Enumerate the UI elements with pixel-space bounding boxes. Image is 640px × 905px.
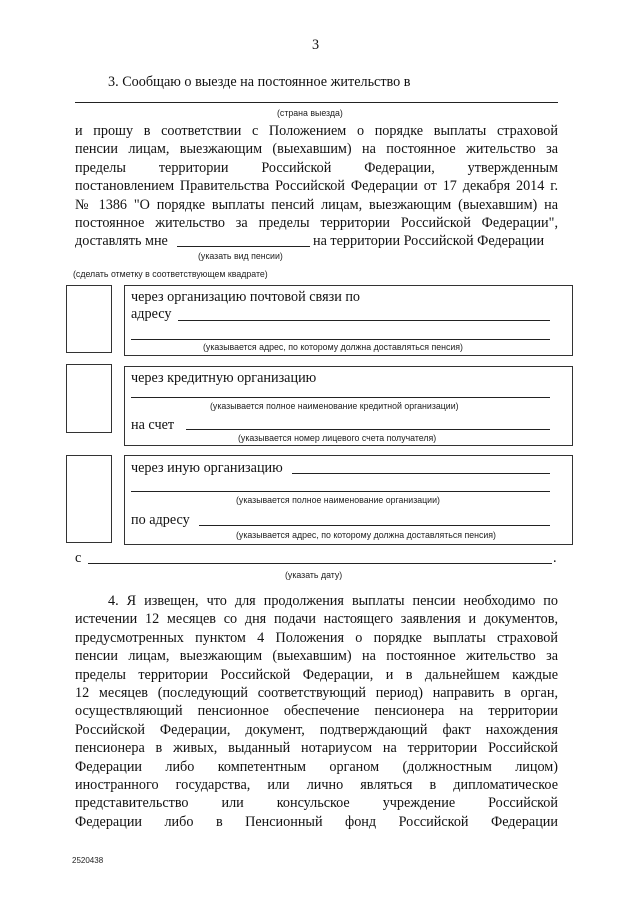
deliver-prefix: доставлять мне [75,233,168,249]
date-hint: (указать дату) [285,570,343,580]
section4-line: пенсионера в живых, выданный нотариусом на территории Российской [75,740,558,757]
other-name-input-line-2[interactable] [131,491,550,492]
section4-body [75,592,558,831]
post-address-input-line-2[interactable] [131,339,550,340]
other-address-hint: (указывается адрес, по которому должна доставляться пенсия) [236,530,496,540]
post-address-hint: (указывается адрес, по которому должна доставляться пенсия) [203,342,463,352]
bank-checkbox[interactable] [66,364,112,433]
section3-line: постоянное жительство за пределы территории Российской Федерации", [75,215,558,232]
other-address-input-line[interactable] [199,525,550,526]
section3-line: № 1386 "О порядке выплаты пенсий лицам, выезжающим (выехавшим) на [75,196,558,213]
bank-account-label: на счет [131,417,175,433]
date-prefix: с [75,550,82,566]
date-period: . [553,550,557,566]
date-input-line[interactable] [88,563,552,564]
footer-code: 2520438 [72,856,104,865]
bank-account-hint: (указывается номер лицевого счета получателя) [238,433,437,443]
section3-line: пенсии лицам, выезжающим (выехавшим) на постоянное жительство за [75,141,558,158]
post-address-input-line-1[interactable] [178,320,550,321]
other-name-hint: (указывается полное наименование организации) [236,495,440,505]
pension-type-input-line[interactable] [177,246,310,247]
section4-line: представительство или консульское учреждение Российской [75,795,558,812]
post-address-label: адресу [131,306,172,322]
section4-line: осуществляющий пенсионное обеспечение пенсионера на территории [75,703,558,720]
section3-line: и прошу в соответствии с Положением о порядке выплаты страховой [75,123,558,139]
mark-hint: (сделать отметку в соответствующем квадрате) [73,269,268,279]
bank-name-hint: (указывается полное наименование кредитной организации) [210,401,459,411]
section4-line: предусмотренных пунктом 4 Положения о порядке выплаты страховой [75,629,558,646]
section4-line: Федерации либо компетентным органом (должностным лицом) [75,758,558,775]
bank-option-label: через кредитную организацию [131,370,317,386]
other-name-input-line-1[interactable] [292,473,550,474]
section3-heading: 3. Сообщаю о выезде на постоянное жительство в [108,74,411,90]
section4-line: пределы территории Российской Федерации, и в дальнейшем каждые [75,666,558,683]
post-checkbox[interactable] [66,285,112,353]
country-hint: (страна выезда) [277,108,343,118]
pension-type-hint: (указать вид пенсии) [198,251,283,261]
section4-line: Федерации либо в Пенсионный фонд Российской Федерации [75,813,558,830]
section4-line: 12 месяцев (последующий соответствующий период) направить в орган, [75,685,558,702]
post-option-label: через организацию почтовой связи по [131,289,361,305]
section3-body [75,122,558,232]
section3-line: пределы территории Российской Федерации, утвержденным [75,159,558,176]
bank-name-input-line[interactable] [131,397,550,398]
other-address-label: по адресу [131,512,190,528]
section4-line: пенсии лицам, выезжающим (выехавшим) на постоянное жительство за [75,648,558,665]
page-number: 3 [312,37,320,53]
section4-line: истечении 12 месяцев со дня подачи настоящего заявления и документов, [75,611,558,628]
section4-line: 4. Я извещен, что для продолжения выплаты пенсии необходимо по [108,593,558,609]
country-input-line[interactable] [75,102,558,103]
other-checkbox[interactable] [66,455,112,543]
other-option-label: через иную организацию [131,460,283,476]
bank-account-input-line[interactable] [186,429,550,430]
section4-line: иностранного государства, или лично являться в дипломатическое [75,777,558,794]
section4-line: Российской Федерации, документ, подтверждающий факт нахождения [75,721,558,738]
deliver-suffix: на территории Российской Федерации [313,233,545,249]
section3-line: постановлением Правительства Российской Федерации от 17 декабря 2014 г. [75,178,558,195]
